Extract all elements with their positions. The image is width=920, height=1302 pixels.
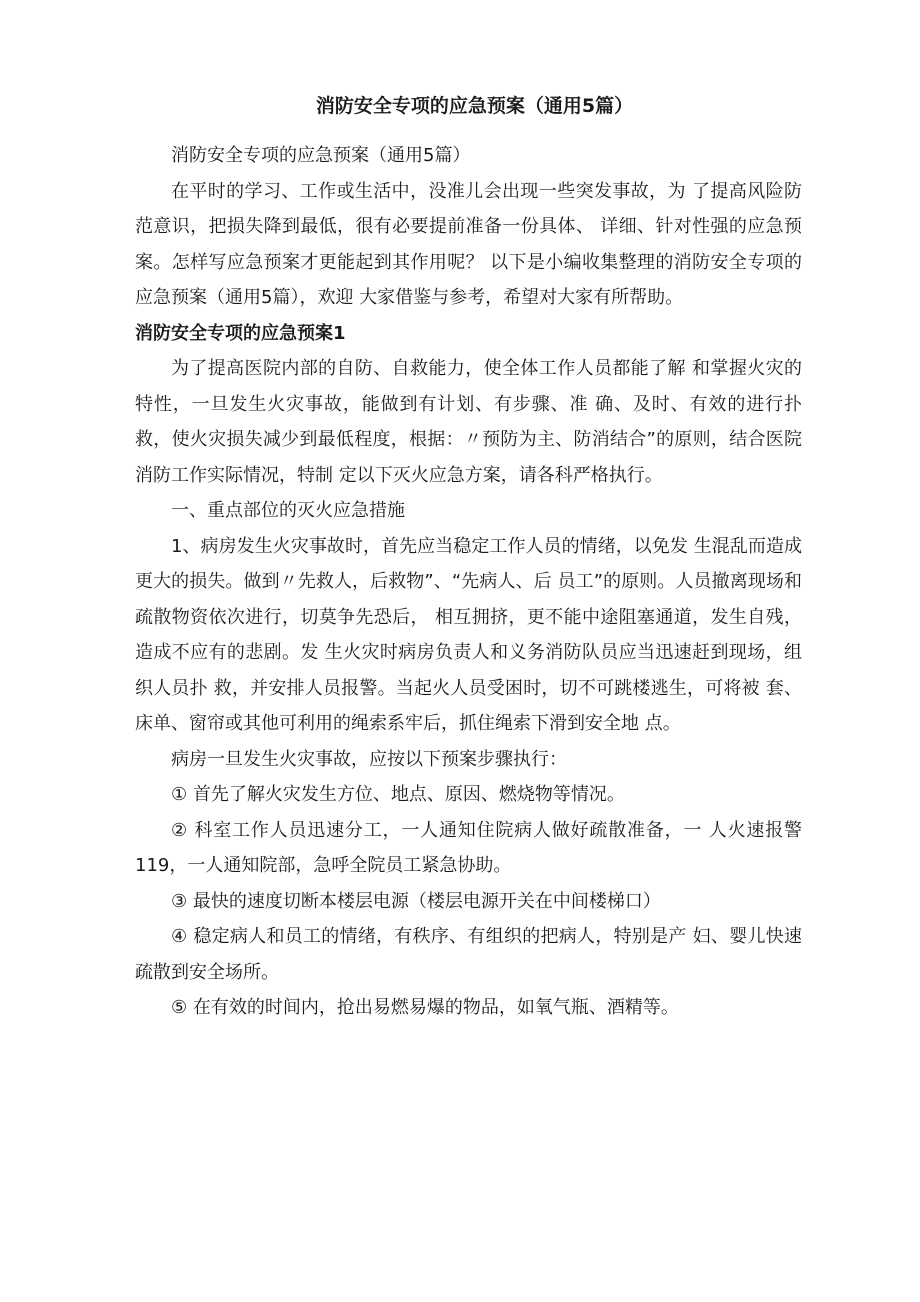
section1-subheading-key-areas: 一、重点部位的灭火应急措施 [171, 500, 405, 521]
section1-paragraph-steps-intro: 病房一旦发生火灾事故，应按以下预案步骤执行： [171, 748, 567, 770]
intro-paragraph: 在平时的学习、工作或生活中，没准儿会出现一些突发事故，为 了提高风险防范意识，把损失降到最低，很有必要提前准备一份具体、 详细、针对性强的应急预案。怎样写应急预案才更能起到其作用呢？ 以下是小编收集整理的消防安全专项的应急预案（通用5篇），欢迎 大家借鉴与参考，希望对大家有所帮助。 [135, 180, 802, 308]
intro-subtitle: 消防安全专项的应急预案（通用5篇） [171, 145, 471, 166]
section1-step-5: ⑤ 在有效的时间内，抢出易燃易爆的物品，如氧气瓶、酒精等。 [171, 997, 679, 1018]
document-title: 消防安全专项的应急预案（通用5篇） [315, 95, 634, 117]
section1-step-2: ② 科室工作人员迅速分工，一人通知住院病人做好疏散准备，一 人火速报警119，一人通知院部，急呼全院员工紧急协助。 [135, 819, 802, 876]
section1-paragraph-purpose: 为了提高医院内部的自防、自救能力，使全体工作人员都能了解 和掌握火灾的特性，一旦发生火灾事故，能做到有计划、有步骤、准 确、及时、有效的进行扑救，使火灾损失减少到最低程度，根据：〃预防为主、防消结合”的原则，结合医院消防工作实际情况，特制 定以下灭火应急方案，请各科严格执行。 [135, 358, 802, 486]
section1-paragraph-ward-fire: 1、病房发生火灾事故时，首先应当稳定工作人员的情绪，以免发 生混乱而造成更大的损失。做到〃先救人，后救物”、“先病人、后 员工”的原则。人员撤离现场和疏散物资依次进行，切莫争先恐后， 相互拥挤，更不能中途阻塞通道，发生自残，造成不应有的悲剧。发 生火灾时病房负责人和义务消防队员应当迅速赶到现场，组织人员扑 救，并安排人员报警。当起火人员受困时，切不可跳楼逃生，可将被 套、床单、窗帘或其他可利用的绳索系牢后，抓住绳索下滑到安全地 点。 [135, 535, 802, 734]
section1-step-3: ③ 最快的速度切断本楼层电源（楼层电源开关在中间楼梯口） [171, 890, 661, 912]
section1-step-4: ④ 稳定病人和员工的情绪，有秩序、有组织的把病人，特别是产 妇、婴儿快速疏散到安全场所。 [135, 926, 802, 983]
section-heading-1: 消防安全专项的应急预案1 [135, 322, 346, 344]
section1-step-1: ① 首先了解火灾发生方位、地点、原因、燃烧物等情况。 [171, 784, 625, 805]
